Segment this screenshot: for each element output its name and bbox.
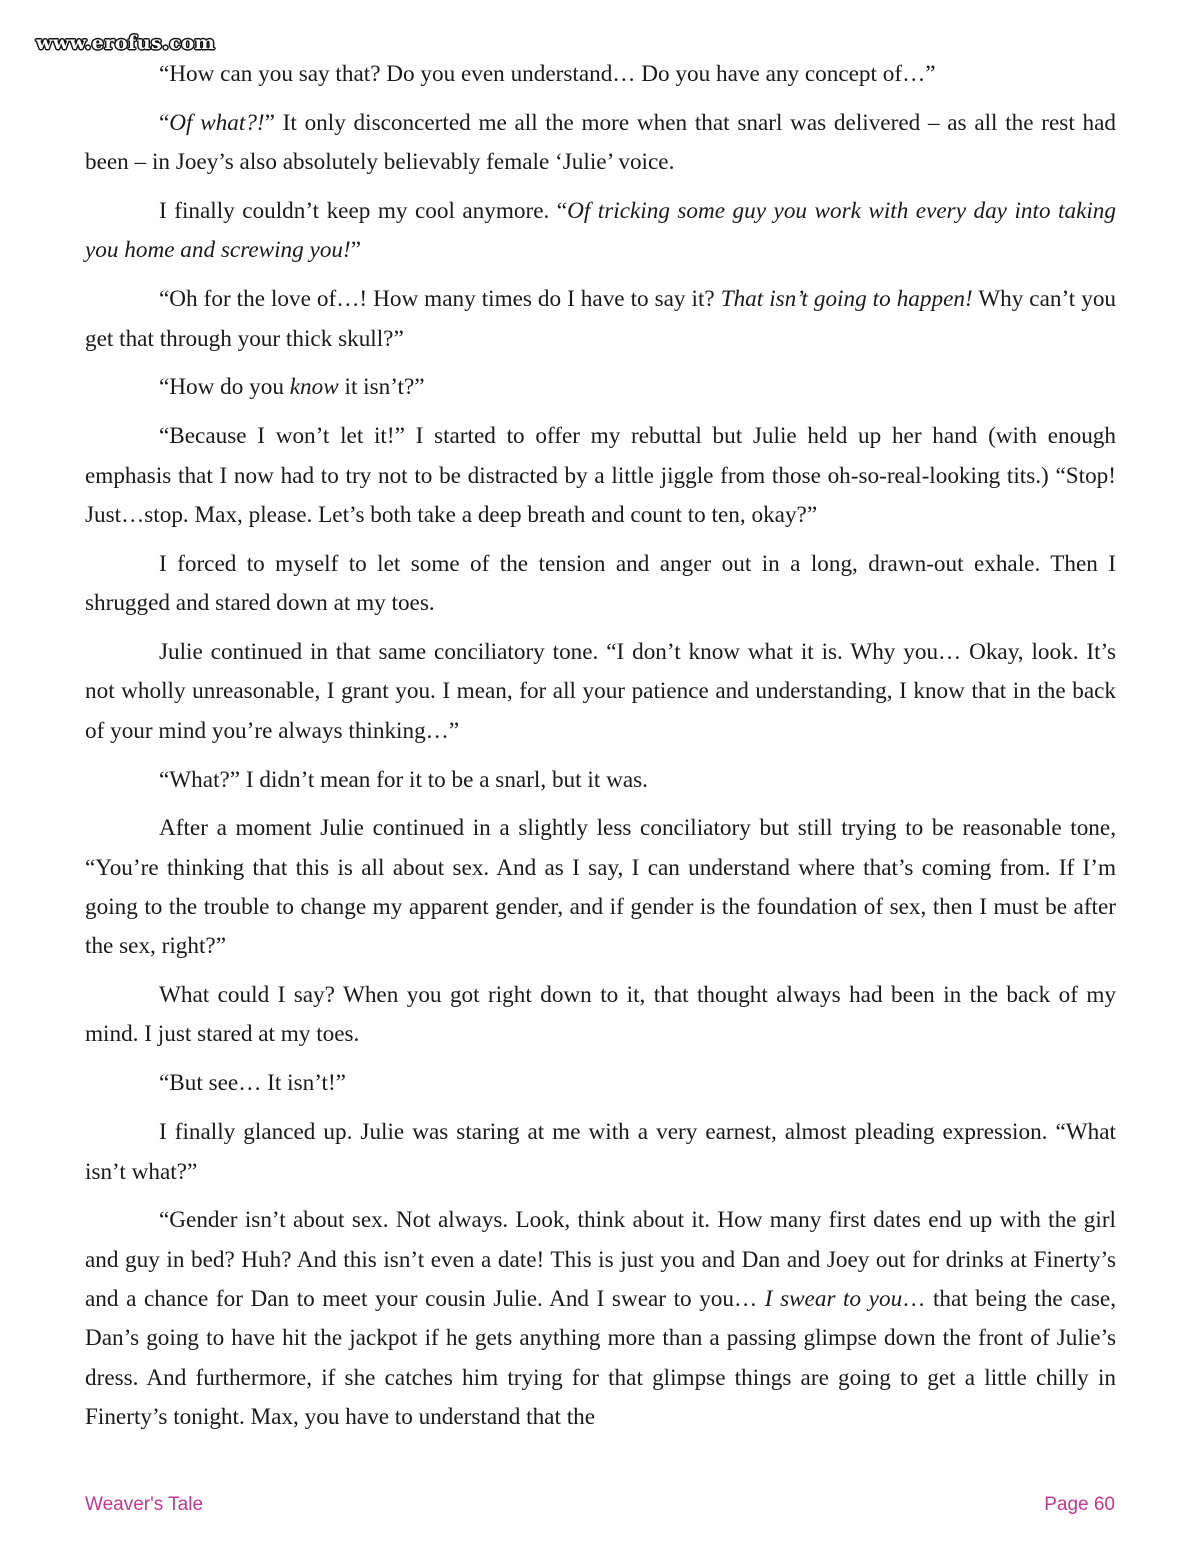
paragraph xyxy=(85,1064,1116,1103)
paragraph xyxy=(85,545,1116,624)
paragraph xyxy=(85,104,1116,183)
text-segment: What could I say? When you got right down to it, that thought always had been in the back of my mind. I just stared at my toes. xyxy=(85,982,1116,1048)
footer-book-title: Weaver's Tale xyxy=(85,1494,204,1515)
text-segment: “How do you xyxy=(159,374,290,401)
italic-text: Of what?! xyxy=(169,109,265,136)
text-segment: it isn’t?” xyxy=(338,374,425,401)
paragraph xyxy=(85,1201,1116,1437)
paragraph xyxy=(85,1113,1116,1192)
text-segment: Julie continued in that same conciliatory tone. “I don’t know what it is. Why you… Okay, look. It’s not wholly unreasonable, I grant you. I mean, for all your patience and understanding, I know that in the back of your mind you’re always thinking…” xyxy=(85,639,1116,744)
paragraph xyxy=(85,761,1116,800)
text-segment: ” xyxy=(350,237,362,264)
text-segment: “Oh for the love of…! How many times do I have to say it? xyxy=(159,286,721,313)
text-segment: “What?” I didn’t mean for it to be a snarl, but it was. xyxy=(159,766,648,793)
text-segment: “But see… It isn’t!” xyxy=(159,1070,346,1097)
italic-text: know xyxy=(289,374,339,401)
paragraph xyxy=(85,55,1116,94)
italic-text: That isn’t going to happen! xyxy=(720,286,973,313)
text-segment: “How can you say that? Do you even understand… Do you have any concept of…” xyxy=(159,61,936,87)
paragraph xyxy=(85,976,1116,1055)
text-segment: I finally couldn’t keep my cool anymore. “ xyxy=(159,198,568,225)
paragraph xyxy=(85,368,1116,407)
watermark: www.erofus.com xyxy=(36,32,216,54)
text-segment: I finally glanced up. Julie was staring at me with a very earnest, almost pleading expression. “What isn’t what?” xyxy=(85,1119,1116,1185)
footer-page-number: Page 60 xyxy=(1044,1494,1115,1515)
text-segment: After a moment Julie continued in a slightly less conciliatory but still trying to be reasonable tone, “You’re thinking that this is all about sex. And as I say, I can understand where that’s coming from. If I’m going to the trouble to change my apparent gender, and if gender is the foundation of sex, then I must be after the sex, right?” xyxy=(85,815,1116,960)
paragraph xyxy=(85,417,1116,535)
text-segment: “Gender isn’t about sex. Not always. Look, think about it. How many first dates end up with the girl and guy in bed? Huh? And this isn’t even a date! This is just you and Dan and Joey out for drinks at Finerty’s and a chance for Dan to meet your cousin Julie. And I swear to you… xyxy=(85,1207,1116,1313)
text-segment: I forced to myself to let some of the tension and anger out in a long, drawn-out exhale. Then I shrugged and stared down at my toes. xyxy=(85,550,1116,617)
paragraph xyxy=(85,809,1116,966)
text-segment: ” It only disconcerted me all the more when that snarl was delivered – as all the rest had been – in Joey’s also absolutely believably female ‘Julie’ voice. xyxy=(85,109,1116,176)
text-segment: “ xyxy=(159,109,170,136)
italic-text: I swear to you xyxy=(764,1286,903,1313)
italic-text: Of tricking some guy you work with every day into taking you home and screwing you! xyxy=(85,198,1116,264)
text-segment: … that being the case, Dan’s going to have hit the jackpot if he gets anything more than a passing glimpse down the front of Julie’s dress. And furthermore, if she catches him trying for that glimpse things are going to get a little chilly in Finerty’s tonight. Max, you have to understand that the xyxy=(85,1286,1117,1430)
paragraph xyxy=(85,192,1116,271)
text-segment: Why can’t you get that through your thick skull?” xyxy=(85,286,1117,352)
text-segment: “Because I won’t let it!” I started to offer my rebuttal but Julie held up her hand (with enough emphasis that I now had to try not to be distracted by a little jiggle from those oh-so-real-looking tits.) “Stop! Just…stop. Max, please. Let’s both take a deep breath and count to ten, okay?” xyxy=(85,423,1116,528)
paragraph xyxy=(85,633,1116,751)
paragraph xyxy=(85,280,1116,359)
page-body xyxy=(85,55,1116,1447)
